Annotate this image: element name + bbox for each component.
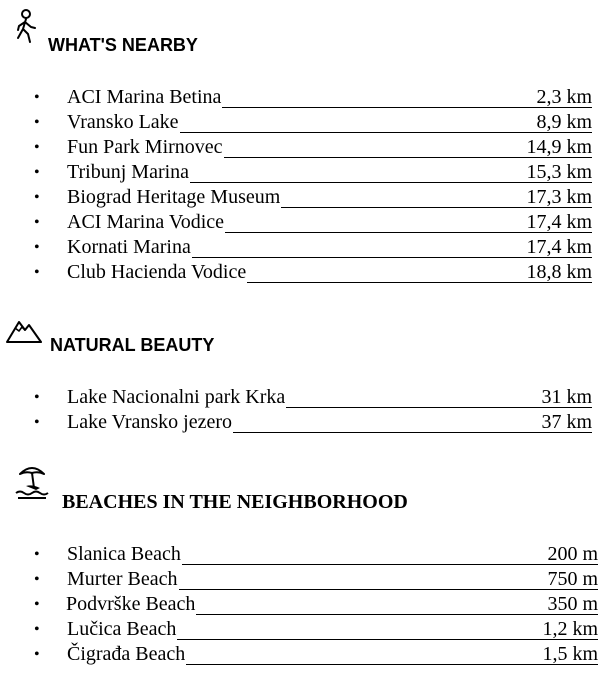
place-name: Čigrađa Beach xyxy=(67,643,186,665)
distance: 37 km xyxy=(541,411,592,433)
distance: 18,8 km xyxy=(526,261,592,283)
list-item: • Lake Vransko jezero 37 km xyxy=(34,411,592,433)
list-item: • Lake Nacionalni park Krka 31 km xyxy=(34,386,592,408)
list-item: • Podvrške Beach 350 m xyxy=(34,593,598,615)
beach-umbrella-icon xyxy=(12,464,52,500)
place-name: Fun Park Mirnovec xyxy=(67,136,223,158)
distance: 17,3 km xyxy=(526,186,592,208)
place-name: Vransko Lake xyxy=(67,111,179,133)
list-item: • Čigrađa Beach 1,5 km xyxy=(34,643,598,665)
place-name: Slanica Beach xyxy=(67,543,181,565)
list-item: • Vransko Lake 8,9 km xyxy=(34,111,592,133)
section-heading-whats-nearby: WHAT'S NEARBY xyxy=(48,35,198,55)
place-name: Podvrške Beach xyxy=(66,593,196,615)
walking-person-icon xyxy=(12,8,40,44)
distance: 14,9 km xyxy=(526,136,592,158)
distance: 8,9 km xyxy=(536,111,592,133)
distance: 200 m xyxy=(547,543,598,565)
list-item: • Murter Beach 750 m xyxy=(34,568,598,590)
distance: 350 m xyxy=(547,593,598,615)
distance: 15,3 km xyxy=(526,161,592,183)
list-item: • Biograd Heritage Museum 17,3 km xyxy=(34,186,592,208)
list-item: • Fun Park Mirnovec 14,9 km xyxy=(34,136,592,158)
list-item: • Slanica Beach 200 m xyxy=(34,543,598,565)
distance: 1,5 km xyxy=(542,643,598,665)
place-name: Murter Beach xyxy=(67,568,178,590)
place-name: ACI Marina Betina xyxy=(67,86,222,108)
place-name: Lučica Beach xyxy=(67,618,177,640)
mountain-icon xyxy=(6,316,42,344)
list-item: • Kornati Marina 17,4 km xyxy=(34,236,592,258)
distance: 2,3 km xyxy=(536,86,592,108)
list-item: • ACI Marina Betina 2,3 km xyxy=(34,86,592,108)
distance: 1,2 km xyxy=(542,618,598,640)
place-name: Biograd Heritage Museum xyxy=(67,186,281,208)
place-name: Kornati Marina xyxy=(67,236,191,258)
place-name: Lake Vransko jezero xyxy=(67,411,233,433)
place-name: Club Hacienda Vodice xyxy=(67,261,247,283)
list-item: • Tribunj Marina 15,3 km xyxy=(34,161,592,183)
list-item: • Club Hacienda Vodice 18,8 km xyxy=(34,261,592,283)
place-name: ACI Marina Vodice xyxy=(67,211,225,233)
place-name: Tribunj Marina xyxy=(67,161,190,183)
place-name: Lake Nacionalni park Krka xyxy=(67,386,286,408)
distance: 17,4 km xyxy=(526,211,592,233)
distance: 750 m xyxy=(547,568,598,590)
section-heading-beaches: BEACHES IN THE NEIGHBORHOOD xyxy=(62,491,408,513)
list-item: • ACI Marina Vodice 17,4 km xyxy=(34,211,592,233)
distance: 17,4 km xyxy=(526,236,592,258)
section-heading-natural-beauty: NATURAL BEAUTY xyxy=(50,335,215,355)
list-item: • Lučica Beach 1,2 km xyxy=(34,618,598,640)
distance: 31 km xyxy=(541,386,592,408)
